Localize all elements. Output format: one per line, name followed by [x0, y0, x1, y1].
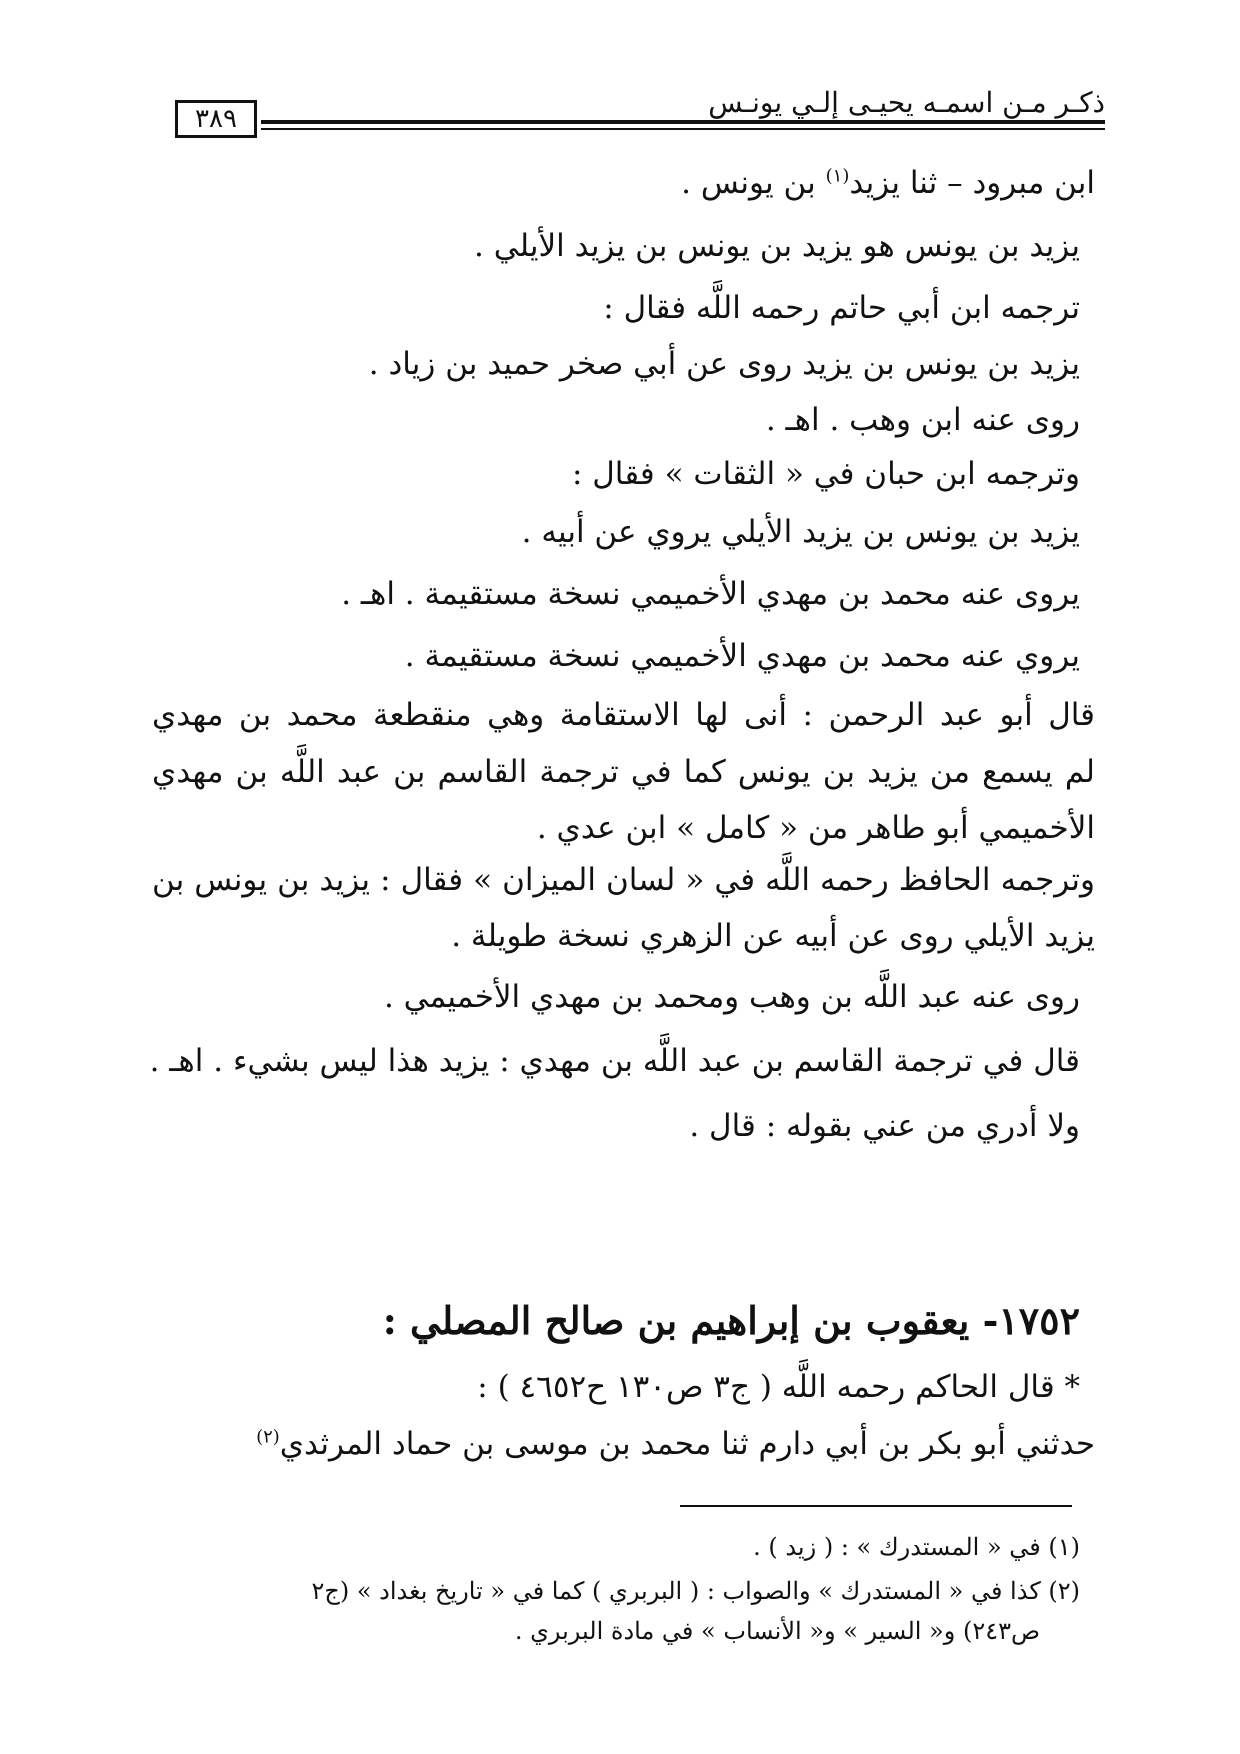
- line-text: حدثني أبو بكر بن أبي دارم ثنا محمد بن موسى بن حماد المرثدي: [279, 1426, 1095, 1462]
- body-line: قال في ترجمة القاسم بن عبد اللَّه بن مهدي : يزيد هذا ليس بشيء . اهـ .: [149, 1043, 1080, 1079]
- footnote-rule: [680, 1505, 1072, 1507]
- footnote-2: (٢) كذا في « المستدرك » والصواب : ( البربري ) كما في « تاريخ بغداد » (ج٢: [311, 1577, 1080, 1605]
- body-line: الأخميمي أبو طاهر من « كامل » ابن عدي .: [536, 810, 1095, 846]
- page-header: [175, 82, 1105, 150]
- body-line: يزيد بن يونس بن يزيد الأيلي يروي عن أبيه .: [521, 514, 1080, 550]
- body-line: [256, 1424, 1095, 1464]
- body-line: يروي عنه محمد بن مهدي الأخميمي نسخة مستقيمة .: [404, 638, 1080, 674]
- body-line: يزيد بن يونس هو يزيد بن يونس بن يزيد الأيلي .: [474, 228, 1080, 264]
- page-number: ٣٨٩: [175, 100, 257, 138]
- body-line: روى عنه عبد اللَّه بن وهب ومحمد بن مهدي الأخميمي .: [383, 979, 1080, 1015]
- header-rule-thin: [261, 128, 1105, 130]
- body-line: ولا أدري من عني بقوله : قال .: [689, 1108, 1080, 1144]
- body-line: يروى عنه محمد بن مهدي الأخميمي نسخة مستقيمة . اهـ .: [341, 576, 1080, 612]
- footnote-ref: (١): [825, 165, 850, 187]
- entry-heading: ١٧٥٢- يعقوب بن إبراهيم بن صالح المصلي :: [382, 1298, 1080, 1343]
- body-line: لم يسمع من يزيد بن يونس كما في ترجمة القاسم بن عبد اللَّه بن مهدي: [152, 754, 1095, 790]
- footnote-1: (١) في « المستدرك » : ( زيد ) .: [753, 1533, 1080, 1561]
- body-line: وترجمه ابن حبان في « الثقات » فقال :: [571, 456, 1080, 492]
- body-line: قال أبو عبد الرحمن : أنى لها الاستقامة وهي منقطعة محمد بن مهدي: [152, 697, 1095, 733]
- body-line: يزيد بن يونس بن يزيد روى عن أبي صخر حميد بن زياد .: [368, 346, 1080, 382]
- body-line: * قال الحاكم رحمه اللَّه ( ج٣ ص١٣٠ ح٤٦٥٢ ) :: [477, 1369, 1080, 1405]
- body-line: يزيد الأيلي روى عن أبيه عن الزهري نسخة طويلة .: [451, 918, 1095, 954]
- footnote-2-continued: ص٢٤٣) و« السير » و« الأنساب » في مادة البربري .: [514, 1617, 1040, 1645]
- body-line: [681, 163, 1095, 203]
- footnote-ref: (٢): [256, 1426, 280, 1448]
- line-text: بن يونس .: [681, 165, 816, 201]
- running-title: ذكـر مـن اسمـه يحيـى إلـي يونـس: [708, 86, 1105, 119]
- header-rule-thick: [261, 120, 1105, 124]
- line-text: ابن مبرود – ثنا يزيد: [849, 165, 1095, 201]
- body-line: ترجمه ابن أبي حاتم رحمه اللَّه فقال :: [603, 290, 1080, 326]
- body-line: روى عنه ابن وهب . اهـ .: [765, 402, 1080, 438]
- body-line: وترجمه الحافظ رحمه اللَّه في « لسان الميزان » فقال : يزيد بن يونس بن: [152, 862, 1095, 898]
